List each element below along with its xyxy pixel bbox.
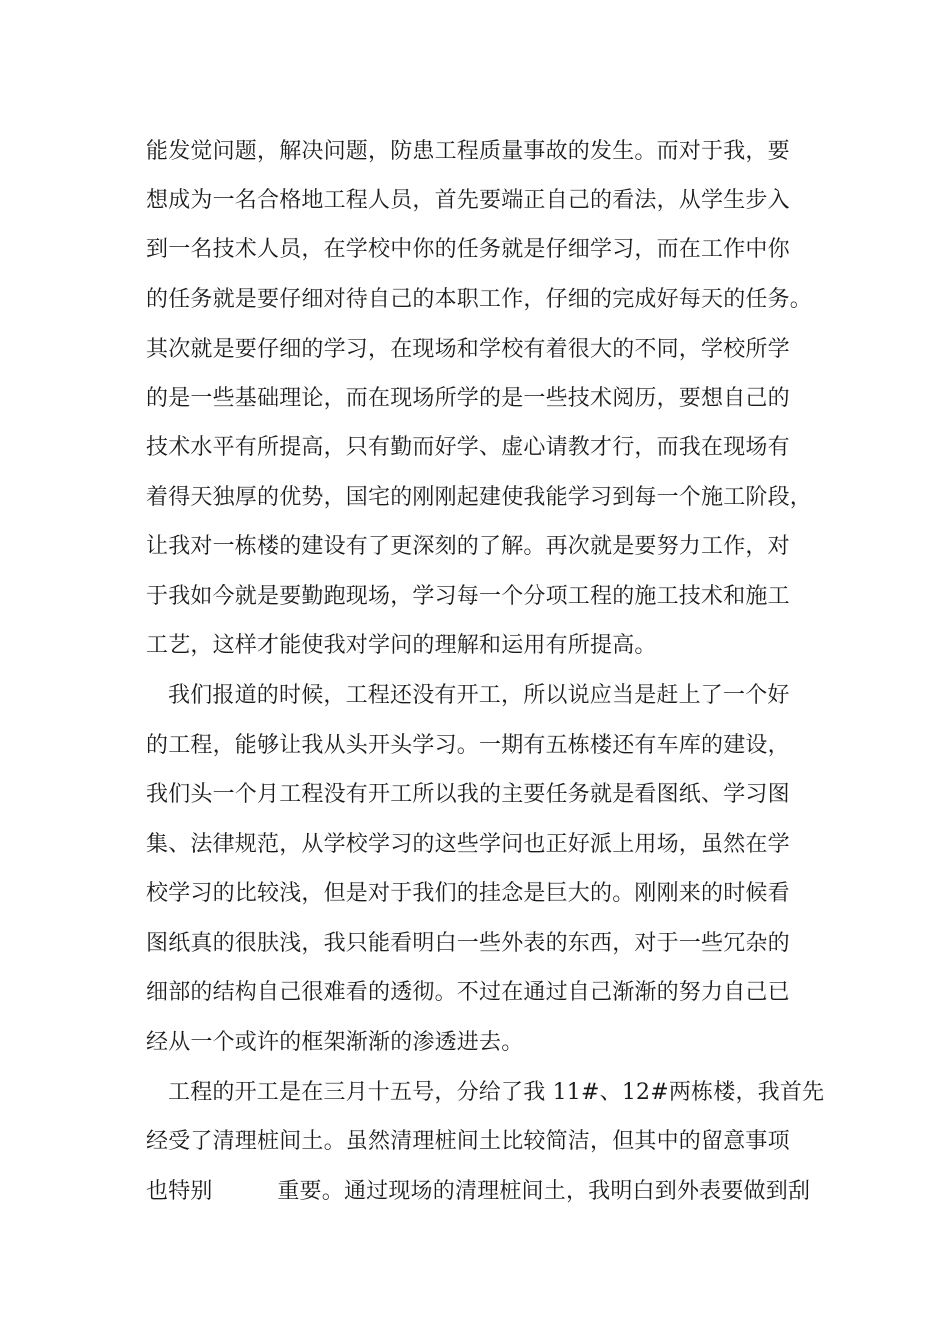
text-line: 让我对一栋楼的建设有了更深刻的了解。再次就是要努力工作，对 [146,534,790,559]
text-line: 的工程，能够让我从头开头学习。一期有五栋楼还有车库的建设， [146,733,790,758]
text-line: 经从一个或许的框架渐渐的渗透进去。 [146,1030,524,1055]
text-line: 着得天独厚的优势，国宅的刚刚起建使我能学习到每一个施工阶段， [146,485,813,510]
text-line: 也特别 重要。通过现场的清理桩间土，我明白到外表要做到刮 [146,1179,811,1204]
text-line: 技术水平有所提高，只有勤而好学、虚心请教才行，而我在现场有 [146,435,790,460]
text-line: 工程的开工是在三月十五号，分给了我 11#、12#两栋楼，我首先 [168,1080,825,1105]
text-line: 其次就是要仔细的学习，在现场和学校有着很大的不同，学校所学 [146,337,790,362]
text-line: 到一名技术人员，在学校中你的任务就是仔细学习，而在工作中你 [146,237,790,262]
text-line: 的任务就是要仔细对待自己的本职工作，仔细的完成好每天的任务。 [146,287,813,312]
text-line: 能发觉问题，解决问题，防患工程质量事故的发生。而对于我，要 [146,139,790,164]
text-line: 于我如今就是要勤跑现场，学习每一个分项工程的施工技术和施工 [146,584,790,609]
text-line: 我们头一个月工程没有开工所以我的主要任务就是看图纸、学习图 [146,782,790,807]
text-line: 图纸真的很肤浅，我只能看明白一些外表的东西，对于一些冗杂的 [146,931,790,956]
text-line: 我们报道的时候，工程还没有开工，所以说应当是赶上了一个好 [168,683,790,708]
text-line: 想成为一名合格地工程人员，首先要端正自己的看法，从学生步入 [146,188,790,213]
text-line: 集、法律规范，从学校学习的这些学问也正好派上用场，虽然在学 [146,832,790,857]
text-line: 校学习的比较浅，但是对于我们的挂念是巨大的。刚刚来的时候看 [146,881,790,906]
text-line: 工艺，这样才能使我对学问的理解和运用有所提高。 [146,633,657,658]
text-line: 经受了清理桩间土。虽然清理桩间土比较简洁，但其中的留意事项 [146,1129,790,1154]
text-line: 的是一些基础理论，而在现场所学的是一些技术阅历，要想自己的 [146,386,790,411]
text-line: 细部的结构自己很难看的透彻。不过在通过自己渐渐的努力自己已 [146,980,790,1005]
